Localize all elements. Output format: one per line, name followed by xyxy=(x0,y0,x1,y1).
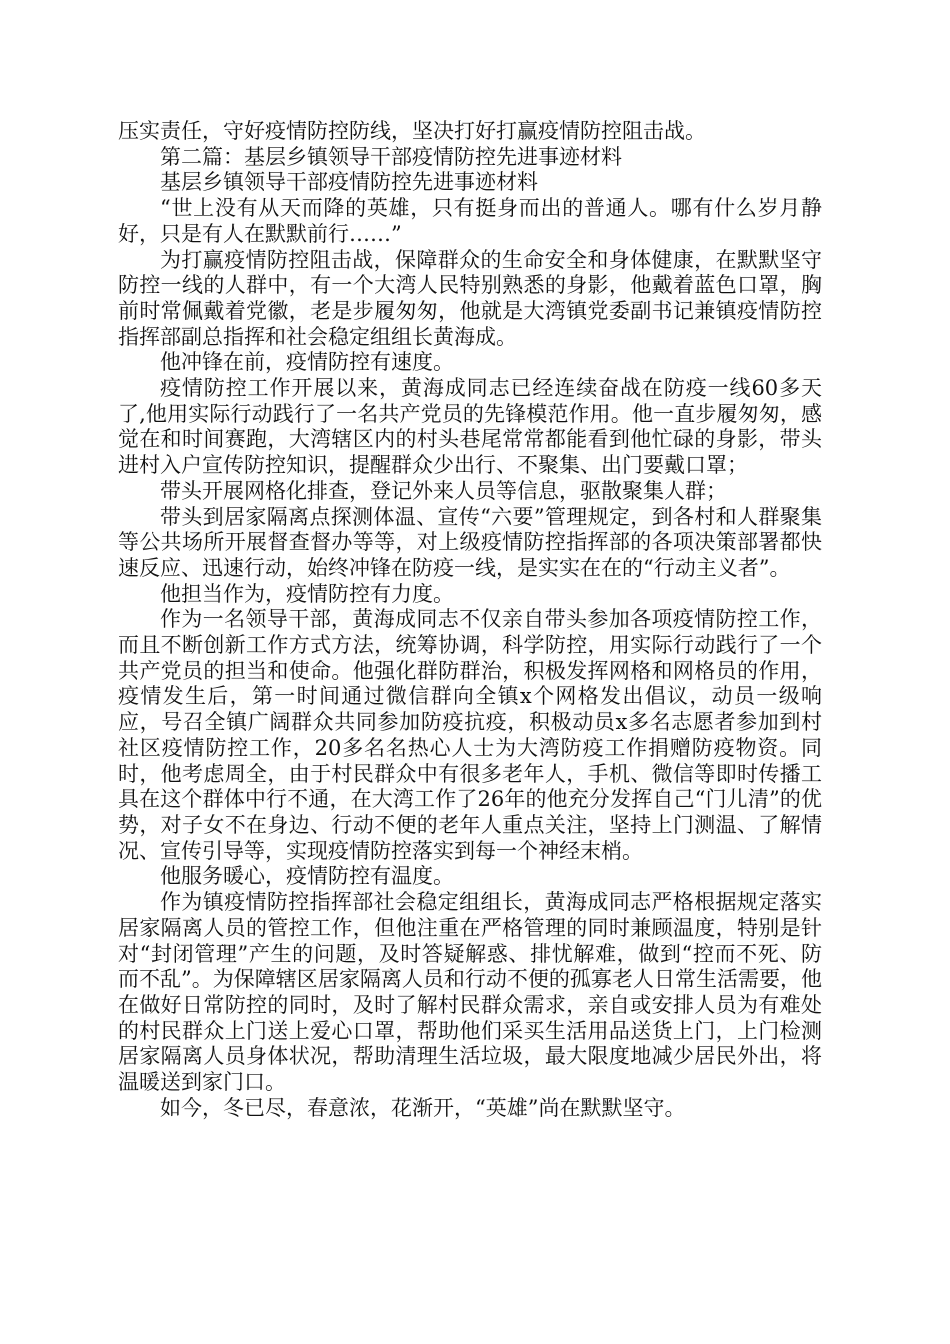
paragraph: 带头开展网格化排查，登记外来人员等信息，驱散聚集人群； xyxy=(160,478,727,503)
paragraph: 作为镇疫情防控指挥部社会稳定组组长，黄海成同志严格根据规定落实居家隔离人员的管控工作，但他注重在严格管理的同时兼顾温度，特别是针对“封闭管理”产生的问题，及时答疑解惑、排忧解难，做到“控而不死、防而不乱”。为保障辖区居家隔离人员和行动不便的孤寡老人日常生活需要，他在做好日常防控的同时，及时了解村民群众需求，亲自或安排人员为有难处的村民群众上门送上爱心口罩，帮助他们采买生活用品送货上门，上门检测居家隔离人员身体状况，帮助清理生活垃圾，最大限度地减少居民外出，将温暖送到家门口。 xyxy=(118,890,822,1095)
closing-paragraph: 如今，冬已尽，春意浓，花渐开，“英雄”尚在默默坚守。 xyxy=(160,1095,686,1120)
paragraph-continuation: 压实责任，守好疫情防控防线，坚决打好打赢疫情防控阻击战。 xyxy=(118,119,706,143)
paragraph: 疫情防控工作开展以来，黄海成同志已经连续奋战在防疫一线60多天了,他用实际行动践行了一名共产党员的先锋模范作用。他一直步履匆匆，感觉在和时间赛跑，大湾辖区内的村头巷尾常常都能看到他忙碌的身影，带头进村入户宣传防控知识，提醒群众少出行、不聚集、出门要戴口罩； xyxy=(118,376,822,478)
paragraph: 为打赢疫情防控阻击战，保障群众的生命安全和身体健康，在默默坚守防控一线的人群中，有一个大湾人民特别熟悉的身影，他戴着蓝色口罩，胸前时常佩戴着党徽，老是步履匆匆，他就是大湾镇党委副书记兼镇疫情防控指挥部副总指挥和社会稳定组组长黄海成。 xyxy=(118,247,822,349)
paragraph: 作为一名领导干部，黄海成同志不仅亲自带头参加各项疫情防控工作，而且不断创新工作方式方法，统筹协调，科学防控，用实际行动践行了一个共产党员的担当和使命。他强化群防群治，积极发挥网格和网格员的作用，疫情发生后，第一时间通过微信群向全镇x个网格发出倡议，动员一级响应，号召全镇广阔群众共同参加防疫抗疫，积极动员x多名志愿者参加到村社区疫情防控工作，20多名名热心人士为大湾防疫工作捐赠防疫物资。同时，他考虑周全，由于村民群众中有很多老年人，手机、微信等即时传播工具在这个群体中行不通，在大湾工作了26年的他充分发挥自己“门儿清”的优势，对子女不在身边、行动不便的老年人重点关注，坚持上门测温、了解情况、宣传引导等，实现疫情防控落实到每一个神经末梢。 xyxy=(118,607,822,863)
subheading-strength: 他担当作为，疫情防控有力度。 xyxy=(160,581,454,606)
subheading-warmth: 他服务暖心，疫情防控有温度。 xyxy=(160,864,454,889)
subheading-speed: 他冲锋在前，疫情防控有速度。 xyxy=(160,350,454,375)
document-body xyxy=(118,119,822,1121)
opening-quote: “世上没有从天而降的英雄，只有挺身而出的普通人。哪有什么岁月静好，只是有人在默默前行……” xyxy=(118,196,822,246)
paragraph: 带头到居家隔离点探测体温、宣传“六要”管理规定，到各村和人群聚集等公共场所开展督查督办等等，对上级疫情防控指挥部的各项决策部署都快速反应、迅速行动，始终冲锋在防疫一线，是实实在在的“行动主义者”。 xyxy=(118,504,822,580)
section-heading: 第二篇：基层乡镇领导干部疫情防控先进事迹材料 xyxy=(160,144,622,169)
document-title: 基层乡镇领导干部疫情防控先进事迹材料 xyxy=(160,170,538,195)
